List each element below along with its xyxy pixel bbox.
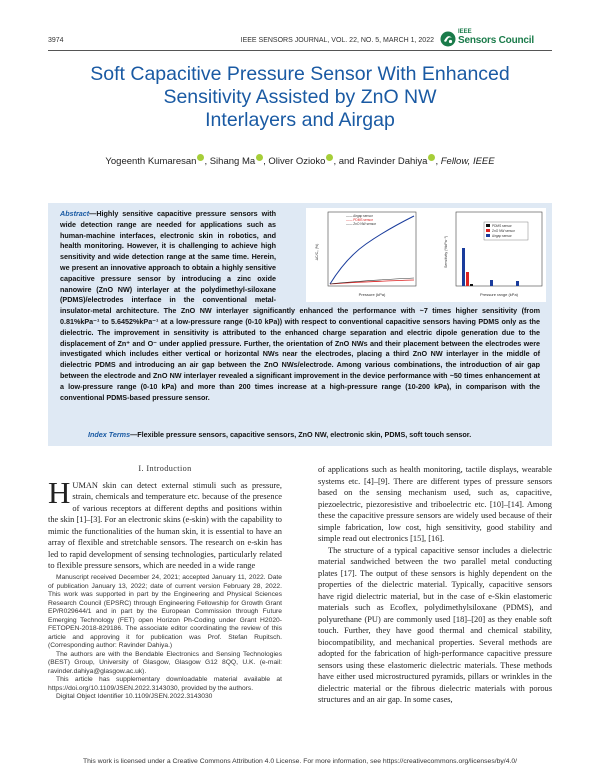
index-terms-label: Index Terms bbox=[88, 430, 131, 439]
bar-zno-low bbox=[466, 272, 469, 286]
line-legend: —— PDMS sensor bbox=[346, 218, 373, 222]
abstract-label: Abstract bbox=[60, 209, 90, 218]
page-number: 3974 bbox=[48, 37, 64, 44]
intro-text: UMAN skin can detect external stimuli such as pressure, strain, chemicals and temperature etc. because of the presence of various receptors at different depths and positions within the skin [1]–[3]. For an electronic skins (e-skin) with the capability to mimic the functionalities of the human skin, it is essential to have an array of flexible and stretchable sensors. The research on e-skin has led to rapid development of sensing technologies, particularly related to flexible pressure sensors, which are needed in a wide range bbox=[48, 480, 282, 570]
body-column-left bbox=[48, 463, 282, 572]
body-column-right bbox=[318, 464, 552, 706]
license-notice: This work is licensed under a Creative Commons Attribution 4.0 License. For more information, see https://creativecommons.org/licenses/by/4.0/ bbox=[82, 758, 518, 765]
journal-citation: IEEE SENSORS JOURNAL, VOL. 22, NO. 5, MARCH 1, 2022 bbox=[240, 37, 434, 44]
author-list: Yogeenth Kumaresan , Sihang Ma , Oliver Ozioko , and Ravinder Dahiya , Fellow, IEEE bbox=[105, 156, 495, 167]
index-terms-text: —Flexible pressure sensors, capacitive sensors, ZnO NW, electronic skin, PDMS, soft touch sensor. bbox=[130, 430, 472, 439]
abstract-box bbox=[48, 203, 552, 446]
index-terms bbox=[88, 430, 548, 439]
orcid-icon[interactable] bbox=[326, 154, 333, 161]
body-paragraph: The structure of a typical capacitive sensor includes a dielectric material sandwiched between the two parallel metal conducting plates [17]. The output of these sensors is highly dependent on the properties of the dielectric material. Typically, capacitive sensors have rigid dielectric material, but in the case of e-Skin elastomeric materials such as Ecoflex, polydimethylsiloxane (PDMS), and polyurethane (PU) are commonly used [18]–[20] as they enable soft touch. Further, they have good thermal and chemical stability, biocompatibility, and mechanical properties. Several methods are adopted for the fabrication of high-performance capacitive pressure sensors using these elastomeric dielectric materials. These methods have either used microstructured pyramids, pillars or wrinkles in the dielectric material or the fibrous dielectric materials with porous structures and an air gap. In some cases, bbox=[318, 545, 552, 704]
bar-pdms-low bbox=[470, 284, 473, 286]
author-name: Yogeenth Kumaresan bbox=[105, 156, 197, 167]
footnote-paragraph: Manuscript received December 24, 2021; accepted January 11, 2022. Date of publication January 13, 2022; date of current version February 28, 2022. This work was supported in part by the Engineering and Physical Sciences Research Council (EPSRC) through Engineering Fellowship for Growth Grant EP/R029644/1 and in part by the European Commission through Future Emerging Technology (FET) open Horizon Ph-Coding under Grant H2020-FETOPEN-2018-829186. The associate editor coordinating the review of this article and approving it for publication was Prof. Stefan Rupitsch. (Corresponding author: Ravinder Dahiya.) bbox=[48, 574, 282, 649]
abstract-body: —Highly sensitive capacitive pressure sensors with wide detection range are needed for applications such as human-machine interfaces, electronic skin in robotics, and health monitoring. However, it is challenging to achieve high sensitivity and wide detection range at the same time. Herein, we present an innovative approach to obtain a highly sensitive capacitive pressure sensor by introducing a zinc oxide nanowire (ZnO NW) interlayer at the polydimethyl-siloxane (PDMS)/electrodes interface in the conventional metal-insulator-metal architecture. The ZnO NW interlayer significantly enhanced the performance with ~7 times higher sensitivity (from 0.81%kPa⁻¹ to 5.6452%kPa⁻¹ at a low-pressure range (0-10 kPa)) with respect to conventional capacitive sensors having PDMS only as the dielectric. The improvement in sensitivity is attributed to the enhanced charge separation and electric dipole generation due to the displacement of Zn⁺ and O⁻ under applied pressure. Further, the orientation of ZnO NWs and their placement between the electrodes were investigated which includes either vertical or horizontal NWs near the electrodes, placing a third ZnO NW interlayer in the middle of dielectric PDMS and introducing an air gap between the ZnO NWs/electrode. Among various combinations, the introduction of air gap between the electrode and ZnO NW interlayer revealed a significant improvement in the device performance with ~50 times enhancement at a low-pressure range (0-10 kPa) and more than 200 times increase at a high-pressure range (10-200 kPa), in comparison with the conventional PDMS-based pressure sensor. bbox=[60, 209, 540, 402]
line-legend: —— Airgap sensor bbox=[346, 214, 373, 218]
orcid-icon[interactable] bbox=[428, 154, 435, 161]
left-ylabel: ΔC/C₀ (%) bbox=[315, 243, 319, 261]
paper-title bbox=[40, 63, 560, 132]
logo-swirl-icon bbox=[440, 31, 456, 47]
title-line: Interlayers and Airgap bbox=[205, 109, 395, 131]
footnote bbox=[48, 574, 282, 702]
logo-sensors-council-text: Sensors Council bbox=[458, 35, 534, 46]
line-legend: —— ZnO NW sensor bbox=[346, 222, 377, 226]
sensors-council-logo bbox=[440, 29, 552, 49]
title-line: Soft Capacitive Pressure Sensor With Enhanced bbox=[90, 63, 510, 85]
author-name: and Ravinder Dahiya bbox=[338, 156, 428, 167]
airgap-curve bbox=[330, 216, 414, 284]
orcid-icon[interactable] bbox=[197, 154, 204, 161]
intro-paragraph bbox=[48, 474, 282, 572]
left-xlabel: Pressure (kPa) bbox=[358, 292, 386, 297]
footnote-paragraph: This article has supplementary downloadable material available at https://doi.org/10.1109/JSEN.2022.3143030, provided by the authors. bbox=[48, 676, 282, 692]
author-name: Oliver Ozioko bbox=[268, 156, 326, 167]
page-header bbox=[48, 29, 552, 49]
orcid-icon[interactable] bbox=[256, 154, 263, 161]
bar-airgap-high bbox=[516, 281, 519, 286]
bar-legend: PDMS sensor bbox=[492, 224, 512, 228]
header-rule bbox=[48, 50, 552, 51]
bar-airgap-low bbox=[462, 248, 465, 286]
graphical-abstract-figure bbox=[306, 208, 546, 302]
author-fellow-suffix: Fellow, IEEE bbox=[440, 156, 495, 167]
drop-cap: H bbox=[48, 474, 71, 510]
title-line: Sensitivity Assisted by ZnO NW bbox=[163, 86, 437, 108]
footnote-paragraph: Digital Object Identifier 10.1109/JSEN.2022.3143030 bbox=[56, 693, 213, 700]
author-name: Sihang Ma bbox=[209, 156, 256, 167]
right-ylabel: Sensitivity (%kPa⁻¹) bbox=[444, 235, 448, 269]
bar-legend: ZnO NW sensor bbox=[492, 229, 515, 233]
footnote-paragraph: The authors are with the Bendable Electronics and Sensing Technologies (BEST) Group, University of Glasgow, Glasgow G12 8QQ, U.K. (e-mail: ravinder.dahiya@glasgow.ac.uk). bbox=[48, 650, 282, 675]
right-xlabel: Pressure range (kPa) bbox=[479, 292, 519, 297]
logo-ieee-text: IEEE bbox=[458, 29, 472, 35]
bar-airgap-mid bbox=[490, 280, 493, 286]
bar-legend: Airgap sensor bbox=[492, 234, 512, 238]
section-heading: I. Introduction bbox=[138, 464, 192, 473]
body-paragraph: of applications such as health monitoring, tactile displays, wearable systems etc. [4]–[9]. There are different types of pressure sensors based on the sensing mechanism used, such as, capacitive, piezoelectric, piezoresistive and triboelectric etc. [10]–[14]. Among these the capacitive pressure sensors are widely used because of their simple fabrication, low cost, high sensitivity, good stability and simple read out electronics [15], [16]. bbox=[318, 465, 552, 543]
